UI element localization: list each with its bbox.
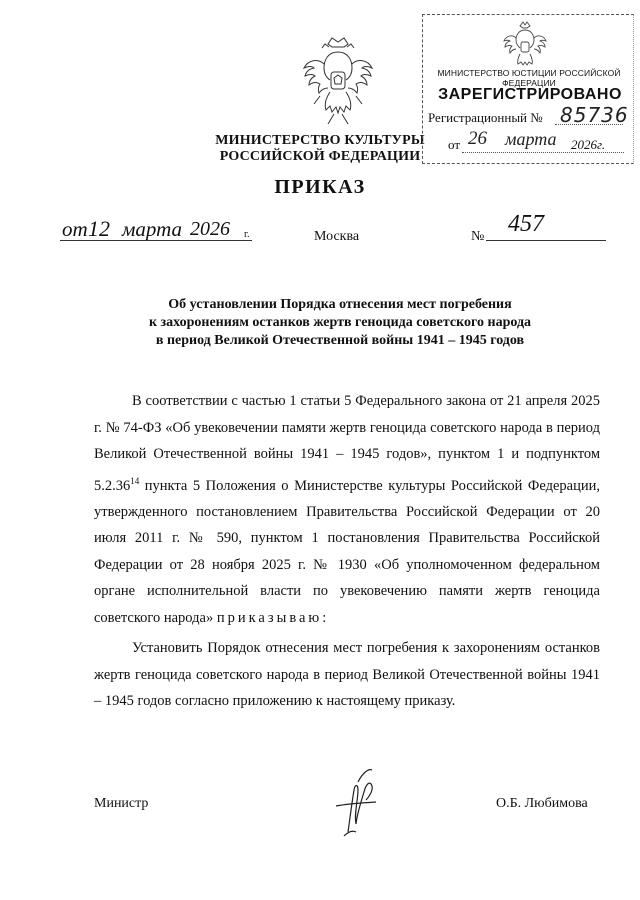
stamp-date-year: 2026г. bbox=[571, 137, 606, 152]
order-date-year: 2026 bbox=[190, 218, 230, 240]
order-number-underline bbox=[486, 240, 606, 241]
subject-line3: в период Великой Отечественной войны 1941 – 1945 годов bbox=[155, 333, 525, 348]
body-p1-text-a: В соответствии с частью 1 статьи 5 Федерального закона от 21 апреля 2025 г. № 74-ФЗ «Об увековечении памяти жертв геноцида советского народа в период Великой Отечественной войны 1941 – 1945 годов», пунктом 1 и подпунктом 5.2.36 bbox=[94, 393, 600, 494]
body-paragraph-1 bbox=[94, 388, 600, 631]
order-city: Москва bbox=[314, 229, 360, 244]
subject-line2: к захоронениям останков жертв геноцида советского народа bbox=[148, 315, 532, 330]
ministry-name-line2: РОССИЙСКОЙ ФЕДЕРАЦИИ bbox=[219, 149, 421, 164]
stamp-number-underline bbox=[555, 124, 623, 125]
subject-line1: Об установлении Порядка отнесения мест погребения bbox=[168, 297, 512, 312]
order-date-month: марта bbox=[122, 217, 183, 241]
order-body bbox=[94, 388, 600, 715]
stamp-reg-number: 85736 bbox=[560, 103, 629, 127]
body-p1-superscript: 14 bbox=[130, 475, 140, 486]
order-date-suffix: г. bbox=[244, 229, 250, 240]
stamp-date-month: марта bbox=[505, 129, 557, 149]
signatory-title: Министр bbox=[94, 796, 149, 811]
stamp-date-label: от bbox=[448, 137, 461, 152]
order-date-day: 12 bbox=[88, 216, 110, 241]
document-title: ПРИКАЗ bbox=[274, 176, 366, 198]
stamp-ministry-name: МИНИСТЕРСТВО ЮСТИЦИИ РОССИЙСКОЙ ФЕДЕРАЦИИ bbox=[437, 68, 621, 88]
stamp-registered-label: ЗАРЕГИСТРИРОВАНО bbox=[438, 86, 622, 103]
order-subject bbox=[60, 296, 620, 350]
body-paragraph-2: Установить Порядок отнесения мест погребения к захоронениям останков жертв геноцида советского народа в период Великой Отечественной войны 1941 – 1945 годов согласно приложению к настоящему приказу. bbox=[94, 640, 600, 710]
order-date-prefix: от bbox=[62, 217, 88, 241]
order-number-sign: № bbox=[471, 229, 485, 244]
order-date-underline bbox=[60, 240, 252, 241]
coat-of-arms-icon bbox=[298, 34, 378, 130]
ministry-header bbox=[200, 133, 440, 165]
order-number: 457 bbox=[508, 211, 544, 237]
body-p1-text-b: пункта 5 Положения о Министерстве культуры Российской Федерации, утвержденного постановлением Правительства Российской Федерации от 20 июля 2011 г. № 590, пунктом 1 постановления Правительства Российской Федерации от 28 ноября 2025 г. № 1930 «Об уполномоченном федеральном органе исполнительной власти по увековечению памяти жертв геноцида советского народа» bbox=[94, 477, 600, 626]
stamp-coat-of-arms-icon bbox=[500, 20, 550, 68]
body-p1-order-word: приказываю: bbox=[216, 609, 330, 626]
stamp-reg-number-label: Регистрационный № bbox=[428, 110, 543, 125]
stamp-date-day: 26 bbox=[468, 128, 487, 149]
ministry-name-line1: МИНИСТЕРСТВО КУЛЬТУРЫ bbox=[215, 133, 425, 148]
signatory-name: О.Б. Любимова bbox=[496, 796, 588, 811]
handwritten-signature bbox=[330, 762, 390, 842]
stamp-date-underline bbox=[462, 152, 624, 153]
